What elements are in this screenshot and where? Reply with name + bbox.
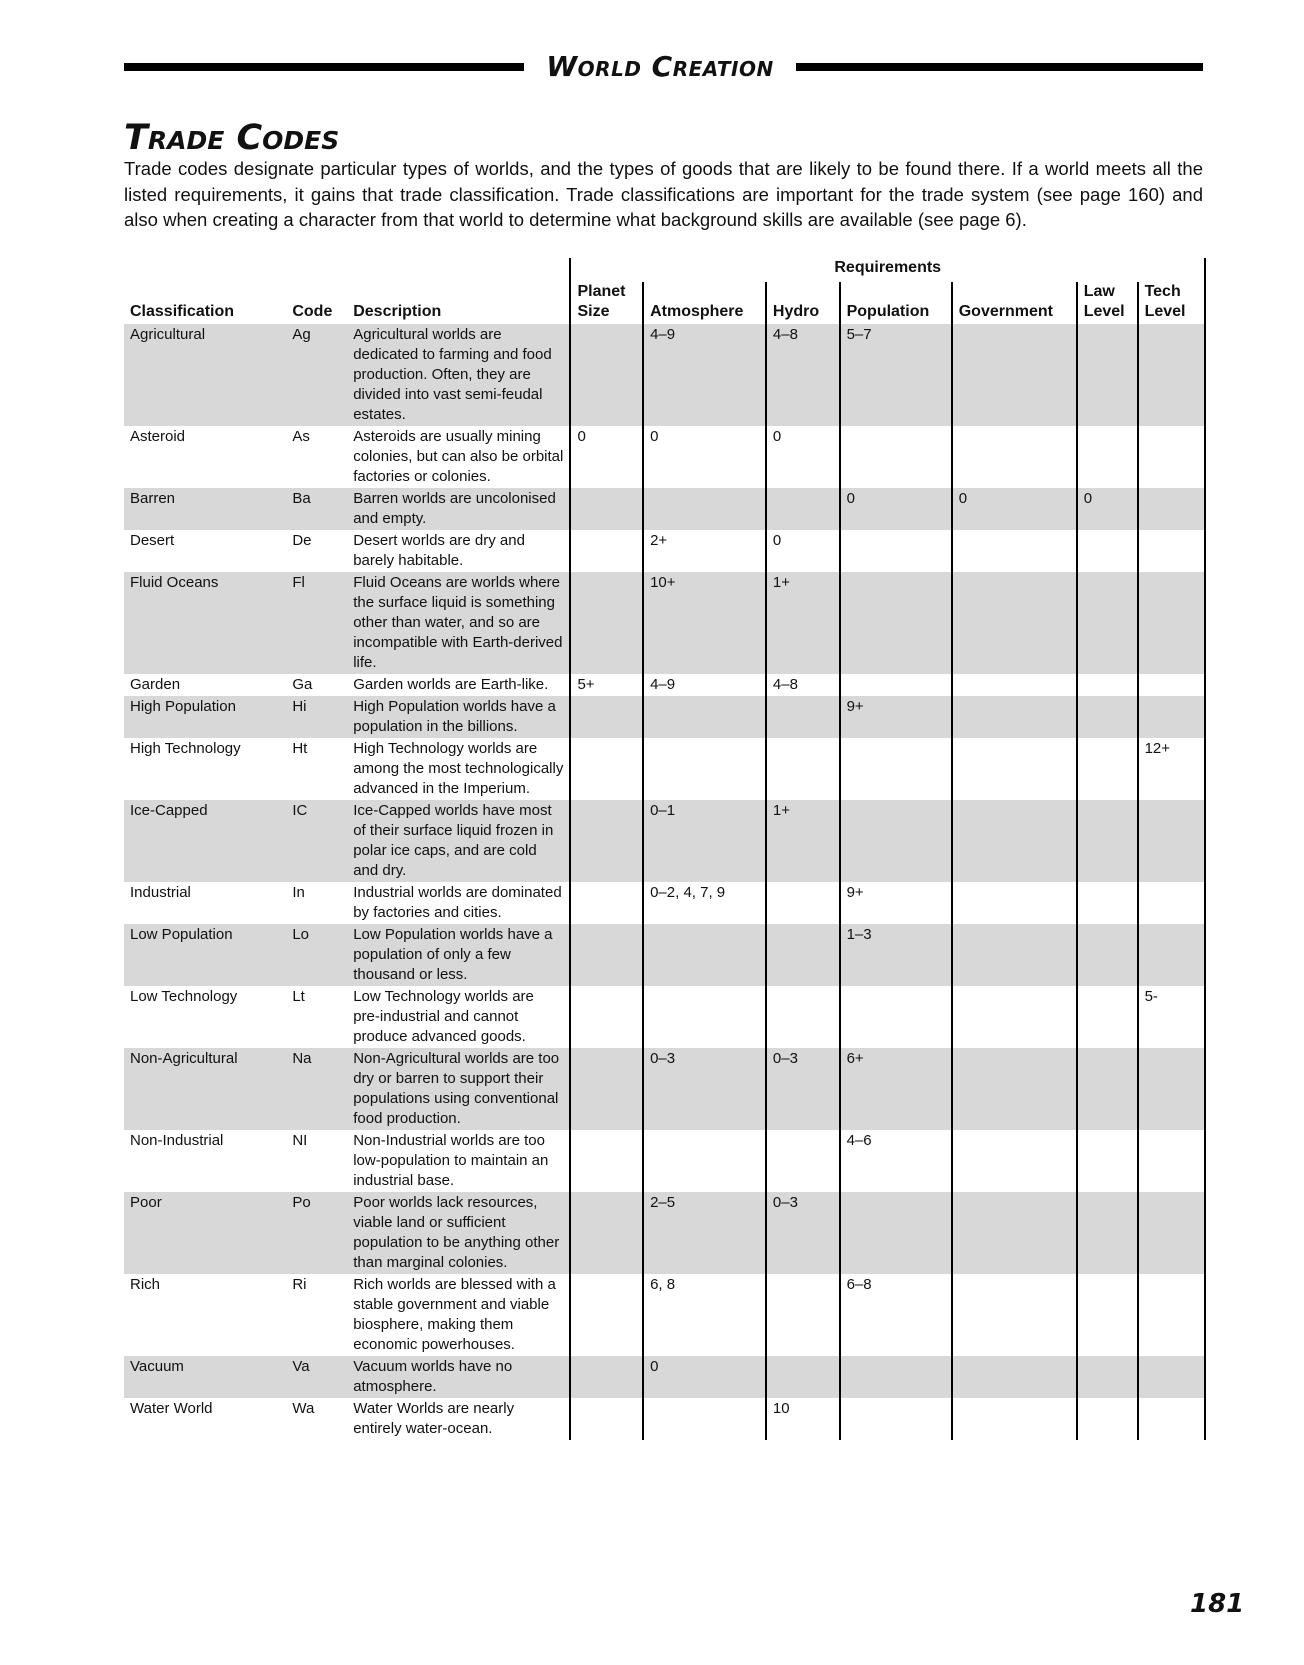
cell-description: Low Technology worlds are pre-industrial and cannot produce advanced goods. [347,986,570,1048]
cell-code: Wa [286,1398,347,1440]
cell-tech-level [1138,530,1205,572]
cell-law-level [1077,696,1138,738]
cell-population [840,426,952,488]
cell-code: As [286,426,347,488]
cell-government [952,882,1077,924]
cell-atmosphere [643,488,766,530]
cell-hydro: 10 [766,1398,840,1440]
cell-classification: Non-Agricultural [124,1048,286,1130]
cell-description: Vacuum worlds have no atmosphere. [347,1356,570,1398]
cell-planet-size [570,572,643,674]
cell-tech-level [1138,924,1205,986]
cell-population: 9+ [840,696,952,738]
cell-classification: Barren [124,488,286,530]
col-header-description: Description [353,303,442,320]
cell-government [952,530,1077,572]
cell-government [952,426,1077,488]
cell-tech-level: 12+ [1138,738,1205,800]
cell-atmosphere: 2–5 [643,1192,766,1274]
cell-hydro [766,488,840,530]
cell-classification: Water World [124,1398,286,1440]
cell-population [840,674,952,696]
cell-hydro: 1+ [766,572,840,674]
cell-law-level [1077,1274,1138,1356]
cell-population: 4–6 [840,1130,952,1192]
cell-atmosphere: 0 [643,426,766,488]
cell-classification: High Technology [124,738,286,800]
cell-description: Water Worlds are nearly entirely water-ocean. [347,1398,570,1440]
cell-population [840,1356,952,1398]
cell-hydro [766,738,840,800]
cell-description: High Technology worlds are among the most technologically advanced in the Imperium. [347,738,570,800]
cell-description: High Population worlds have a population in the billions. [347,696,570,738]
cell-description: Ice-Capped worlds have most of their surface liquid frozen in polar ice caps, and are cold and dry. [347,800,570,882]
cell-planet-size [570,696,643,738]
cell-hydro: 1+ [766,800,840,882]
table-row [124,696,1205,738]
cell-planet-size [570,1356,643,1398]
cell-hydro [766,882,840,924]
cell-population: 6+ [840,1048,952,1130]
table-row [124,324,1205,426]
cell-code: De [286,530,347,572]
cell-hydro: 4–8 [766,674,840,696]
cell-description: Desert worlds are dry and barely habitable. [347,530,570,572]
cell-hydro: 0 [766,530,840,572]
table-row [124,738,1205,800]
running-header-title: World Creation [546,50,774,83]
cell-government [952,800,1077,882]
cell-description: Non-Industrial worlds are too low-population to maintain an industrial base. [347,1130,570,1192]
cell-description: Poor worlds lack resources, viable land or sufficient population to be anything other than marginal colonies. [347,1192,570,1274]
cell-atmosphere: 0 [643,1356,766,1398]
table-head [124,258,1205,324]
cell-tech-level [1138,1130,1205,1192]
cell-atmosphere [643,1398,766,1440]
cell-government [952,924,1077,986]
col-header-tech-level: Tech Level [1138,282,1205,324]
table-row [124,1356,1205,1398]
cell-government [952,1048,1077,1130]
col-header-classification: Classification [130,303,235,320]
cell-law-level [1077,324,1138,426]
cell-atmosphere: 10+ [643,572,766,674]
cell-tech-level [1138,1398,1205,1440]
cell-tech-level [1138,324,1205,426]
cell-code: IC [286,800,347,882]
col-header-code: Code [292,303,333,320]
table-row [124,1192,1205,1274]
cell-government [952,572,1077,674]
col-header-hydro: Hydro [766,282,840,324]
cell-code: Ba [286,488,347,530]
cell-code: Fl [286,572,347,674]
cell-classification: Non-Industrial [124,1130,286,1192]
cell-hydro [766,1130,840,1192]
cell-government [952,696,1077,738]
col-header-population: Population [840,282,952,324]
cell-description: Agricultural worlds are dedicated to farming and food production. Often, they are divided into vast semi-feudal estates. [347,324,570,426]
col-header-government: Government [952,282,1077,324]
cell-law-level: 0 [1077,488,1138,530]
cell-population: 0 [840,488,952,530]
cell-atmosphere: 4–9 [643,324,766,426]
cell-government [952,986,1077,1048]
cell-tech-level [1138,1356,1205,1398]
cell-population: 5–7 [840,324,952,426]
cell-code: Ri [286,1274,347,1356]
intro-paragraph: Trade codes designate particular types of worlds, and the types of goods that are likely to be found there. If a world meets all the listed requirements, it gains that trade classification. Trade classifications are important for the trade system (see page 160) and also when creating a character from that world to determine what background skills are available (see page 6). [124,158,1203,230]
table-row [124,530,1205,572]
cell-atmosphere: 0–2, 4, 7, 9 [643,882,766,924]
cell-government [952,674,1077,696]
cell-atmosphere: 0–3 [643,1048,766,1130]
cell-description: Barren worlds are uncolonised and empty. [347,488,570,530]
cell-classification: Fluid Oceans [124,572,286,674]
cell-tech-level [1138,1192,1205,1274]
cell-law-level [1077,986,1138,1048]
cell-hydro [766,986,840,1048]
cell-population [840,738,952,800]
trade-codes-table [124,258,1206,1440]
table-row [124,882,1205,924]
table-row [124,1274,1205,1356]
cell-planet-size [570,1398,643,1440]
cell-code: Po [286,1192,347,1274]
cell-classification: Garden [124,674,286,696]
cell-description: Fluid Oceans are worlds where the surface liquid is something other than water, and so are incompatible with Earth-derived life. [347,572,570,674]
cell-description: Rich worlds are blessed with a stable government and viable biosphere, making them economic powerhouses. [347,1274,570,1356]
cell-law-level [1077,426,1138,488]
cell-code: Na [286,1048,347,1130]
cell-law-level [1077,1398,1138,1440]
cell-description: Garden worlds are Earth-like. [347,674,570,696]
cell-tech-level [1138,674,1205,696]
cell-hydro [766,924,840,986]
cell-population [840,1398,952,1440]
cell-description: Low Population worlds have a population of only a few thousand or less. [347,924,570,986]
col-header-atmosphere: Atmosphere [643,282,766,324]
header-rule-left [124,63,524,71]
cell-code: Ht [286,738,347,800]
cell-code: NI [286,1130,347,1192]
cell-planet-size: 5+ [570,674,643,696]
cell-planet-size [570,1274,643,1356]
cell-code: Hi [286,696,347,738]
cell-atmosphere [643,738,766,800]
cell-classification: High Population [124,696,286,738]
cell-planet-size [570,986,643,1048]
cell-planet-size [570,324,643,426]
cell-code: Lo [286,924,347,986]
cell-classification: Agricultural [124,324,286,426]
cell-classification: Low Population [124,924,286,986]
table-row [124,986,1205,1048]
cell-description: Asteroids are usually mining colonies, but can also be orbital factories or colonies. [347,426,570,488]
col-header-planet-size: Planet Size [570,282,643,324]
cell-tech-level [1138,1274,1205,1356]
cell-tech-level [1138,426,1205,488]
cell-atmosphere: 2+ [643,530,766,572]
cell-law-level [1077,674,1138,696]
cell-classification: Low Technology [124,986,286,1048]
cell-atmosphere [643,1130,766,1192]
cell-population: 6–8 [840,1274,952,1356]
cell-government [952,324,1077,426]
requirements-group-header: Requirements [570,258,1205,282]
cell-government [952,1356,1077,1398]
cell-classification: Rich [124,1274,286,1356]
cell-law-level [1077,1130,1138,1192]
cell-government: 0 [952,488,1077,530]
cell-planet-size [570,1130,643,1192]
header-rule-right [796,63,1203,71]
cell-planet-size: 0 [570,426,643,488]
cell-classification: Ice-Capped [124,800,286,882]
cell-planet-size [570,924,643,986]
table-row [124,426,1205,488]
cell-government [952,738,1077,800]
column-header-row [124,282,1205,324]
cell-law-level [1077,800,1138,882]
cell-planet-size [570,530,643,572]
cell-population: 9+ [840,882,952,924]
cell-atmosphere: 6, 8 [643,1274,766,1356]
cell-description: Industrial worlds are dominated by factories and cities. [347,882,570,924]
cell-hydro: 0 [766,426,840,488]
cell-planet-size [570,800,643,882]
cell-law-level [1077,530,1138,572]
cell-description: Non-Agricultural worlds are too dry or barren to support their populations using conventional food production. [347,1048,570,1130]
table-row [124,1130,1205,1192]
table-row [124,800,1205,882]
cell-population [840,986,952,1048]
cell-government [952,1130,1077,1192]
cell-atmosphere [643,696,766,738]
cell-tech-level [1138,882,1205,924]
table-row [124,924,1205,986]
cell-planet-size [570,488,643,530]
cell-government [952,1192,1077,1274]
cell-planet-size [570,738,643,800]
cell-hydro [766,696,840,738]
cell-classification: Asteroid [124,426,286,488]
cell-population [840,1192,952,1274]
cell-tech-level [1138,572,1205,674]
cell-hydro: 0–3 [766,1192,840,1274]
cell-atmosphere: 4–9 [643,674,766,696]
cell-code: Va [286,1356,347,1398]
cell-classification: Industrial [124,882,286,924]
table-row [124,1398,1205,1440]
cell-government [952,1274,1077,1356]
group-header-row [124,258,1205,282]
cell-code: Lt [286,986,347,1048]
cell-population: 1–3 [840,924,952,986]
cell-code: In [286,882,347,924]
cell-population [840,800,952,882]
table-row [124,1048,1205,1130]
cell-code: Ag [286,324,347,426]
cell-atmosphere [643,986,766,1048]
cell-tech-level: 5- [1138,986,1205,1048]
cell-code: Ga [286,674,347,696]
cell-classification: Vacuum [124,1356,286,1398]
cell-atmosphere [643,924,766,986]
section-title: Trade Codes [124,118,340,158]
cell-government [952,1398,1077,1440]
cell-tech-level [1138,488,1205,530]
cell-tech-level [1138,1048,1205,1130]
page-number: 181 [1190,1589,1245,1619]
cell-tech-level [1138,696,1205,738]
cell-population [840,572,952,674]
table-row [124,488,1205,530]
table-body [124,324,1205,1440]
cell-law-level [1077,1356,1138,1398]
col-header-law-level: Law Level [1077,282,1138,324]
cell-hydro: 4–8 [766,324,840,426]
cell-classification: Desert [124,530,286,572]
table-row [124,572,1205,674]
cell-planet-size [570,1192,643,1274]
cell-planet-size [570,1048,643,1130]
cell-law-level [1077,882,1138,924]
cell-hydro [766,1356,840,1398]
cell-population [840,530,952,572]
cell-law-level [1077,1048,1138,1130]
cell-hydro: 0–3 [766,1048,840,1130]
cell-law-level [1077,572,1138,674]
cell-classification: Poor [124,1192,286,1274]
table-row [124,674,1205,696]
cell-planet-size [570,882,643,924]
cell-tech-level [1138,800,1205,882]
cell-law-level [1077,738,1138,800]
cell-law-level [1077,924,1138,986]
cell-law-level [1077,1192,1138,1274]
cell-hydro [766,1274,840,1356]
cell-atmosphere: 0–1 [643,800,766,882]
